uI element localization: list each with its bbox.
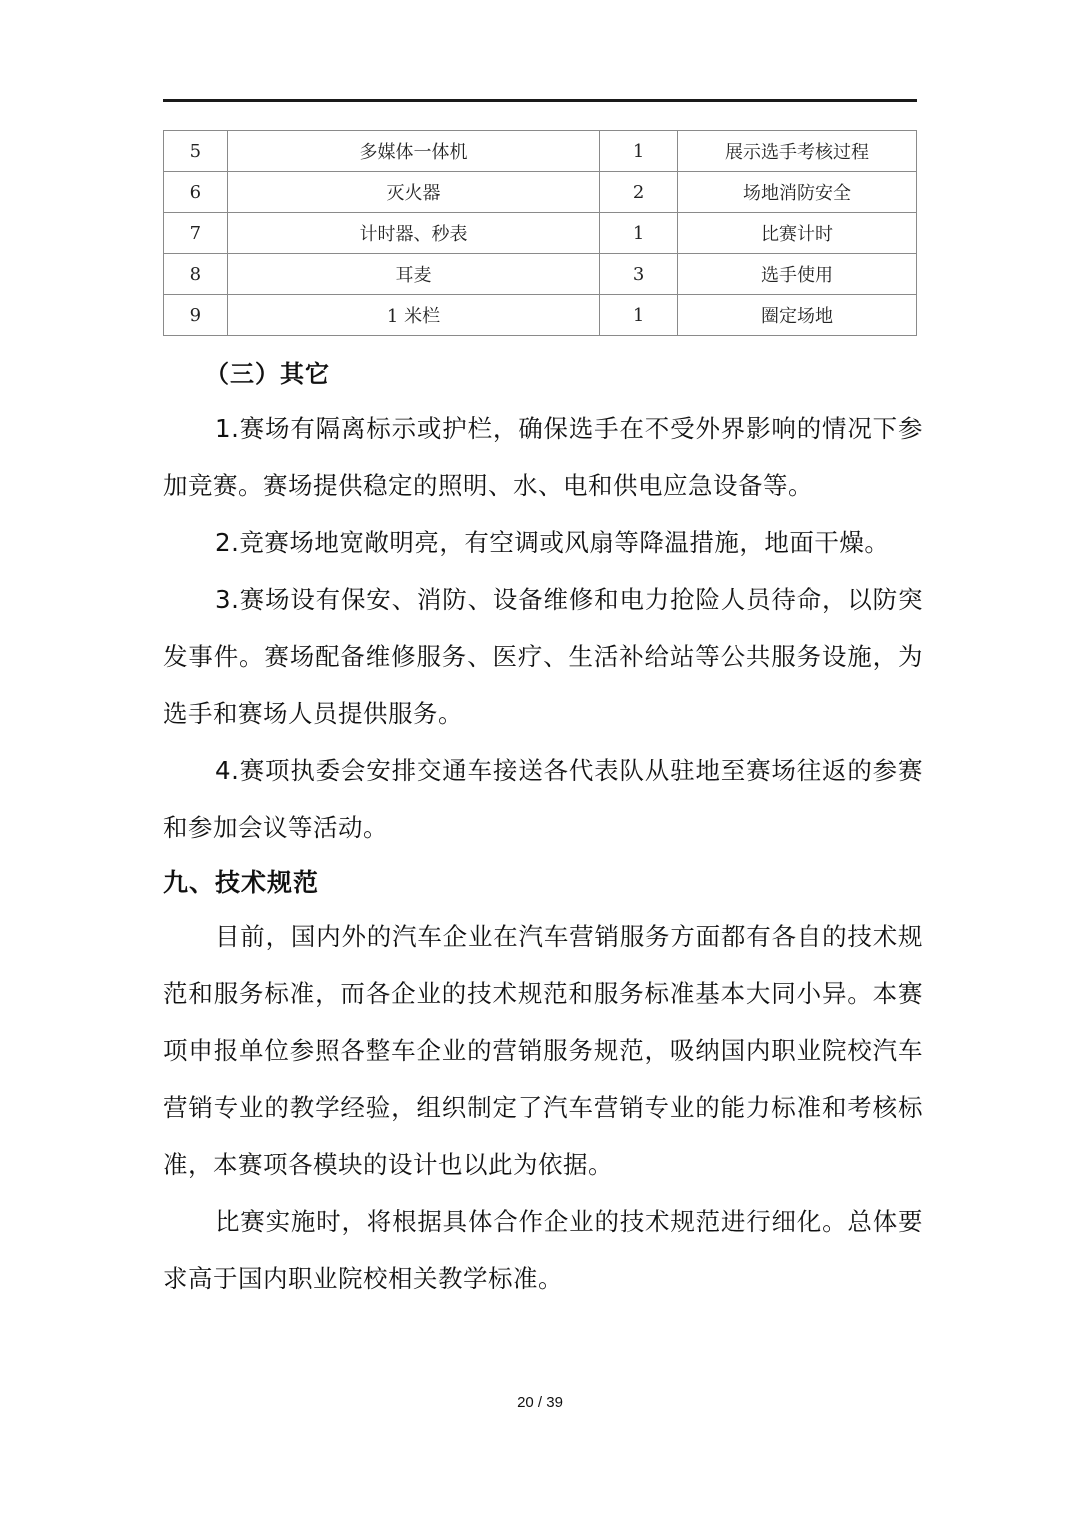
cell-qty: 1	[600, 295, 678, 336]
paragraph: 2.竞赛场地宽敞明亮，有空调或风扇等降温措施，地面干燥。	[215, 528, 890, 557]
cell-qty: 1	[600, 213, 678, 254]
cell-name: 灭火器	[227, 172, 600, 213]
cell-name: 耳麦	[227, 254, 600, 295]
section-tech-body	[163, 908, 923, 1307]
paragraph: 1.赛场有隔离标示或护栏，确保选手在不受外界影响的情况下参加竞赛。赛场提供稳定的照明、水、电和供电应急设备等。	[163, 414, 923, 500]
table-row	[164, 295, 917, 336]
cell-qty: 2	[600, 172, 678, 213]
table-row	[164, 254, 917, 295]
table-row	[164, 131, 917, 172]
section-heading-tech: 九、技术规范	[163, 868, 320, 897]
cell-no: 6	[164, 172, 228, 213]
cell-no: 9	[164, 295, 228, 336]
cell-name: 1 米栏	[227, 295, 600, 336]
cell-qty: 3	[600, 254, 678, 295]
cell-use: 选手使用	[677, 254, 916, 295]
cell-no: 8	[164, 254, 228, 295]
cell-qty: 1	[600, 131, 678, 172]
section-other-body	[163, 400, 923, 856]
cell-use: 圈定场地	[677, 295, 916, 336]
table-row	[164, 213, 917, 254]
cell-no: 7	[164, 213, 228, 254]
paragraph: 比赛实施时，将根据具体合作企业的技术规范进行细化。总体要求高于国内职业院校相关教学标准。	[163, 1207, 923, 1293]
cell-use: 展示选手考核过程	[677, 131, 916, 172]
header-rule	[163, 99, 917, 102]
cell-no: 5	[164, 131, 228, 172]
cell-use: 比赛计时	[677, 213, 916, 254]
page-number: 20 / 39	[517, 1394, 563, 1411]
table-row	[164, 172, 917, 213]
cell-use: 场地消防安全	[677, 172, 916, 213]
equipment-table	[163, 130, 917, 336]
paragraph: 目前，国内外的汽车企业在汽车营销服务方面都有各自的技术规范和服务标准，而各企业的技术规范和服务标准基本大同小异。本赛项申报单位参照各整车企业的营销服务规范，吸纳国内职业院校汽车营销专业的教学经验，组织制定了汽车营销专业的能力标准和考核标准，本赛项各模块的设计也以此为依据。	[163, 922, 923, 1179]
cell-name: 计时器、秒表	[227, 213, 600, 254]
cell-name: 多媒体一体机	[227, 131, 600, 172]
paragraph: 3.赛场设有保安、消防、设备维修和电力抢险人员待命，以防突发事件。赛场配备维修服务、医疗、生活补给站等公共服务设施，为选手和赛场人员提供服务。	[163, 585, 923, 728]
paragraph: 4.赛项执委会安排交通车接送各代表队从驻地至赛场往返的参赛和参加会议等活动。	[163, 756, 923, 842]
section-heading-other: （三）其它	[205, 360, 330, 388]
